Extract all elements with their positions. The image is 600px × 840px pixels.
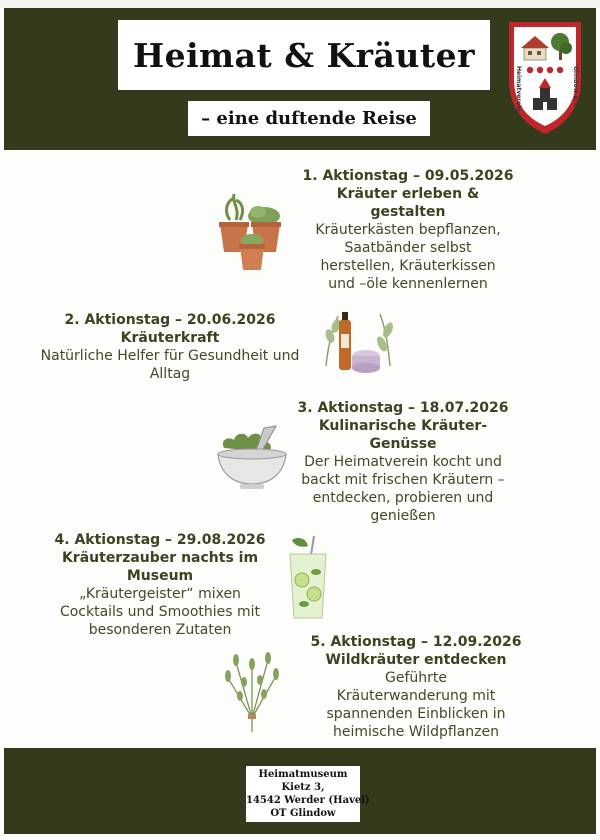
page-title: Heimat & Kräuter xyxy=(132,35,476,75)
event-5-desc-line: heimische Wildpflanzen xyxy=(332,724,500,740)
address-line: Heimatmuseum xyxy=(258,769,348,780)
event-3-desc-line: backt mit frischen Kräutern – xyxy=(301,472,505,488)
address-line: OT Glindow xyxy=(270,808,336,819)
event-1-desc-line: herstellen, Kräuterkissen xyxy=(320,258,496,274)
event-5-date: 5. Aktionstag – 12.09.2026 xyxy=(310,634,522,650)
event-3-title-line: Genüsse xyxy=(369,436,437,452)
herb-pots-icon xyxy=(214,190,290,272)
page-subtitle: – eine duftende Reise xyxy=(201,108,417,129)
event-5 xyxy=(302,633,530,741)
address-box xyxy=(246,766,370,822)
event-2-date: 2. Aktionstag – 20.06.2026 xyxy=(64,312,276,328)
event-3-title-line: Kulinarische Kräuter- xyxy=(318,418,488,434)
oil-bottle-cream-icon xyxy=(318,306,404,374)
event-4-title-line: Museum xyxy=(126,568,194,584)
event-3-desc-line: entdecken, probieren und xyxy=(312,490,494,506)
event-2 xyxy=(20,311,320,383)
event-4-desc-line: besonderen Zutaten xyxy=(88,622,232,638)
svg-text:Glindow e.V.: Glindow e.V. xyxy=(572,66,579,108)
cocktail-glass-icon xyxy=(284,534,332,622)
event-3-desc-line: genießen xyxy=(370,508,436,524)
top-border xyxy=(0,0,600,8)
subtitle-box xyxy=(188,101,430,136)
event-4 xyxy=(40,531,280,639)
event-5-title-line: Wildkräuter entdecken xyxy=(325,652,507,668)
event-1-title-line: Kräuter erleben & xyxy=(336,186,480,202)
event-1-desc-line: Kräuterkästen bepflanzen, xyxy=(315,222,501,238)
svg-text:Heimatverein: Heimatverein xyxy=(515,66,522,112)
mortar-pestle-icon xyxy=(214,424,290,492)
event-4-desc-line: „Kräutergeister“ mixen xyxy=(79,586,241,602)
event-2-desc-line: Alltag xyxy=(149,366,191,382)
event-3-date: 3. Aktionstag – 18.07.2026 xyxy=(297,400,509,416)
title-box xyxy=(118,20,490,90)
heimatverein-crest-icon xyxy=(505,18,585,136)
event-1 xyxy=(300,167,516,293)
event-1-title-line: gestalten xyxy=(370,204,446,220)
event-4-date: 4. Aktionstag – 29.08.2026 xyxy=(54,532,266,548)
event-2-title-line: Kräuterkraft xyxy=(120,330,220,346)
event-1-date: 1. Aktionstag – 09.05.2026 xyxy=(302,168,514,184)
event-5-desc-line: Kräuterwanderung mit xyxy=(336,688,496,704)
event-3 xyxy=(292,399,514,525)
address-line: 14542 Werder (Havel) xyxy=(246,795,370,806)
address-line: Kietz 3, xyxy=(281,782,325,793)
event-4-desc-line: Cocktails und Smoothies mit xyxy=(59,604,261,620)
herb-bundle-icon xyxy=(222,648,282,734)
event-1-desc-line: und –öle kennenlernen xyxy=(328,276,488,292)
event-5-desc-line: spannenden Einblicken in xyxy=(326,706,506,722)
event-1-desc-line: Saatbänder selbst xyxy=(344,240,472,256)
event-4-title-line: Kräuterzauber nachts im xyxy=(61,550,259,566)
event-3-desc-line: Der Heimatverein kocht und xyxy=(304,454,502,470)
event-5-desc-line: Geführte xyxy=(385,670,447,686)
event-2-desc-line: Natürliche Helfer für Gesundheit und xyxy=(40,348,300,364)
